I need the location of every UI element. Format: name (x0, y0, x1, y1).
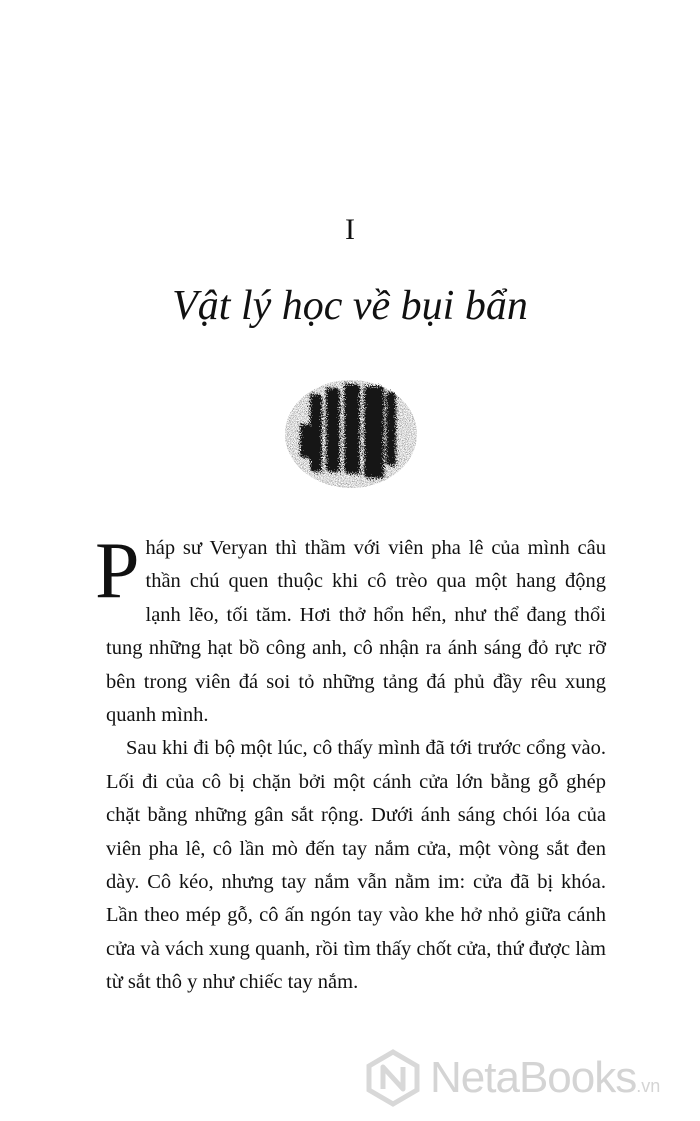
drop-cap: P (95, 527, 140, 615)
watermark-brand: NetaBooks (430, 1053, 637, 1102)
watermark (364, 1046, 660, 1110)
chapter-title: Vật lý học về bụi bẩn (172, 283, 528, 329)
body-text (95, 527, 606, 1000)
watermark-text (430, 1053, 660, 1103)
watermark-tld: .vn (636, 1076, 661, 1096)
chapter-number: I (345, 213, 355, 246)
paragraph-1 (95, 527, 606, 732)
netabooks-logo-icon (364, 1049, 422, 1107)
ink-smudge-ornament-icon (276, 362, 426, 498)
paragraph-1-text: háp sư Veryan thì thầm với viên pha lê của mình câu thần chú quen thuộc khi cô trèo qua một hang động lạnh lẽo, tối tăm. Hơi thở hổn hển, như thể đang thổi tung những hạt bồ công anh, cô nhận ra ánh sáng đỏ rực rỡ bên trong viên đá soi tỏ những tảng đá phủ đầy rêu xung quanh mình. (106, 537, 606, 727)
paragraph-2: Sau khi đi bộ một lúc, cô thấy mình đã tới trước cổng vào. Lối đi của cô bị chặn bởi một cánh cửa lớn bằng gỗ ghép chặt bằng những gân sắt rộng. Dưới ánh sáng chói lóa của viên pha lê, cô lần mò đến tay nắm cửa, một vòng sắt đen dày. Cô kéo, nhưng tay nắm vẫn nằm im: cửa đã bị khóa. Lần theo mép gỗ, cô ấn ngón tay vào khe hở nhỏ giữa cánh cửa và vách xung quanh, rồi tìm thấy chốt cửa, thứ được làm từ sắt thô y như chiếc tay nắm. (106, 737, 606, 994)
